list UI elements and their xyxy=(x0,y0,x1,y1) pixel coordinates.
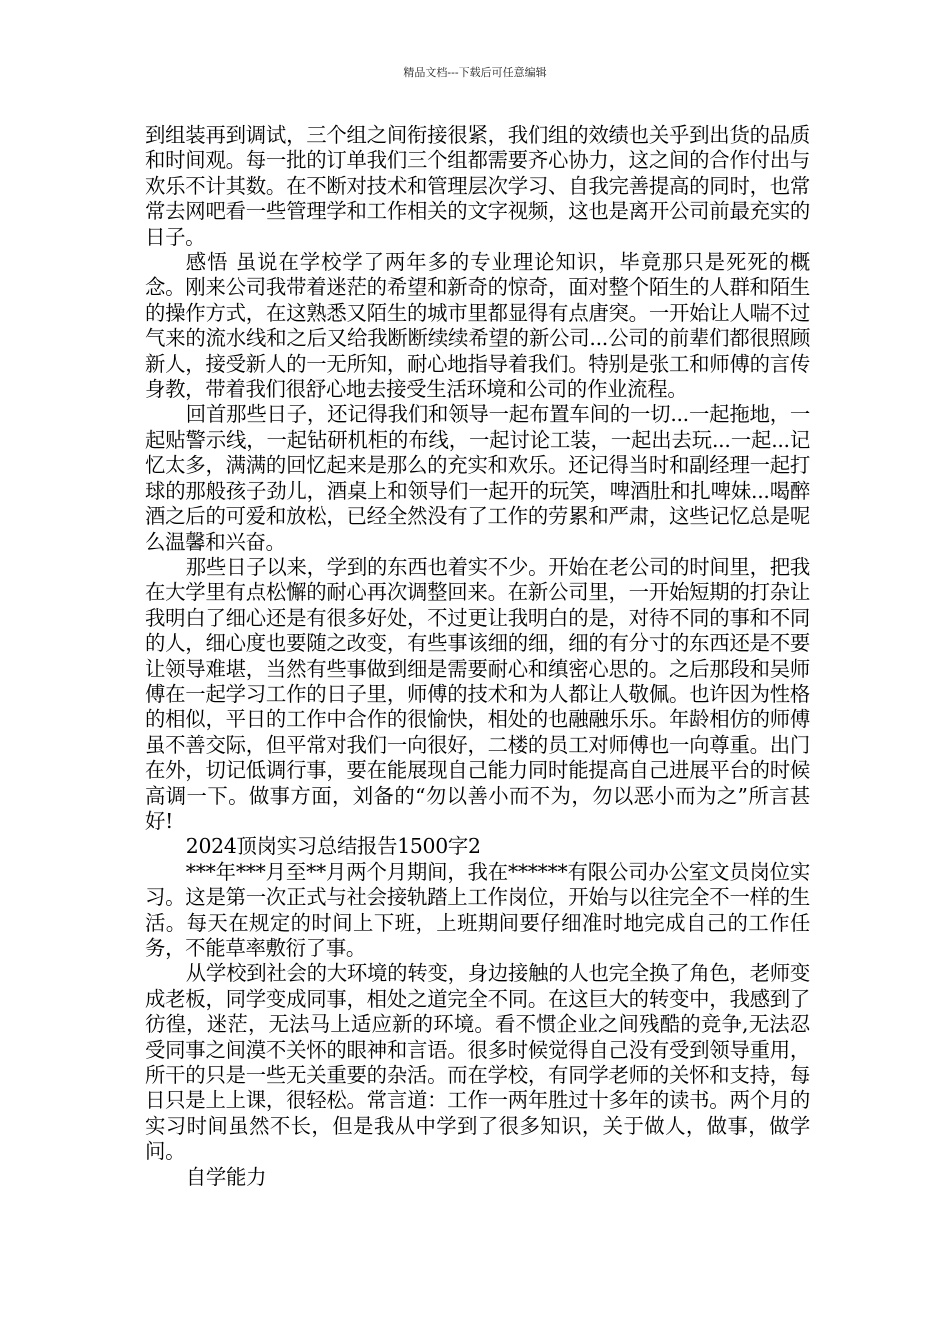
paragraph-continuation: 到组装再到调试，三个组之间衔接很紧，我们组的效绩也关乎到出货的品质和时间观。每一批的订单我们三个组都需要齐心协力，这之间的合作付出与欢乐不计其数。在不断对技术和管理层次学习、自我完善提高的同时，也常常去网吧看一些管理学和工作相关的文字视频，这也是离开公司前最充实的日子。 xyxy=(145,123,810,249)
document-body xyxy=(145,123,810,1190)
paragraph-transition: 从学校到社会的大环境的转变，身边接触的人也完全换了角色，老师变成老板，同学变成同事，相处之道完全不同。在这巨大的转变中，我感到了彷徨，迷茫，无法马上适应新的环境。看不惯企业之间残酷的竞争,无法忍受同事之间漠不关怀的眼神和言语。很多时候觉得自己没有受到领导重用，所干的只是一些无关重要的杂活。而在学校，有同学老师的关怀和支持，每日只是上上课，很轻松。常言道：工作一两年胜过十多年的读书。两个月的实习时间虽然不长，但是我从中学到了很多知识，关于做人，做事，做学问。 xyxy=(145,961,810,1164)
paragraph-reflection: 感悟 虽说在学校学了两年多的专业理论知识，毕竟那只是死死的概念。刚来公司我带着迷茫的希望和新奇的惊奇，面对整个陌生的人群和陌生的操作方式，在这熟悉又陌生的城市里都显得有点唐突。一开始让人喘不过气来的流水线和之后又给我断断续续希望的新公司...公司的前辈们都很照顾新人，接受新人的一无所知，耐心地指导着我们。特别是张工和师傅的言传身教，带着我们很舒心地去接受生活环境和公司的作业流程。 xyxy=(145,250,810,402)
paragraph-memories: 回首那些日子，还记得我们和领导一起布置车间的一切...一起拖地，一起贴警示线，一起钻研机柜的布线，一起讨论工装，一起出去玩...一起...记忆太多，满满的回忆起来是那么的充实和欢乐。还记得当时和副经理一起打球的那般孩子劲儿，酒桌上和领导们一起开的玩笑，啤酒肚和扎啤妹...喝醉酒之后的可爱和放松，已经全然没有了工作的劳累和严肃，这些记忆总是呢么温馨和兴奋。 xyxy=(145,402,810,554)
subheading-self-study: 自学能力 xyxy=(185,1164,267,1189)
paragraph-internship-intro: ***年***月至**月两个月期间，我在******有限公司办公室文员岗位实习。这是第一次正式与社会接轨踏上工作岗位，开始与以往完全不一样的生活。每天在规定的时间上下班，上班期间要仔细准时地完成自己的工作任务，不能草率敷衍了事。 xyxy=(145,859,810,960)
page-header: 精品文档---下载后可任意编辑 xyxy=(403,66,547,79)
paragraph-lessons: 那些日子以来，学到的东西也着实不少。开始在老公司的时间里，把我在大学里有点松懈的耐心再次调整回来。在新公司里，一开始短期的打杂让我明白了细心还是有很多好处，不过更让我明白的是，对待不同的事和不同的人，细心度也要随之改变，有些事该细的细，细的有分寸的东西还是不要让领导难堪，当然有些事做到细是需要耐心和缜密心思的。之后那段和吴师傅在一起学习工作的日子里，师傅的技术和为人都让人敬佩。也许因为性格的相似，平日的工作中合作的很愉快，相处的也融融乐乐。年龄相仿的师傅虽不善交际，但平常对我们一向很好，二楼的员工对师傅也一向尊重。出门在外，切记低调行事，要在能展现自己能力同时能提高自己进展平台的时候高调一下。做事方面，刘备的“勿以善小而不为，勿以恶小而为之”所言甚好! xyxy=(145,554,810,833)
section-title: 2024顶岗实习总结报告1500字2 xyxy=(185,834,481,859)
